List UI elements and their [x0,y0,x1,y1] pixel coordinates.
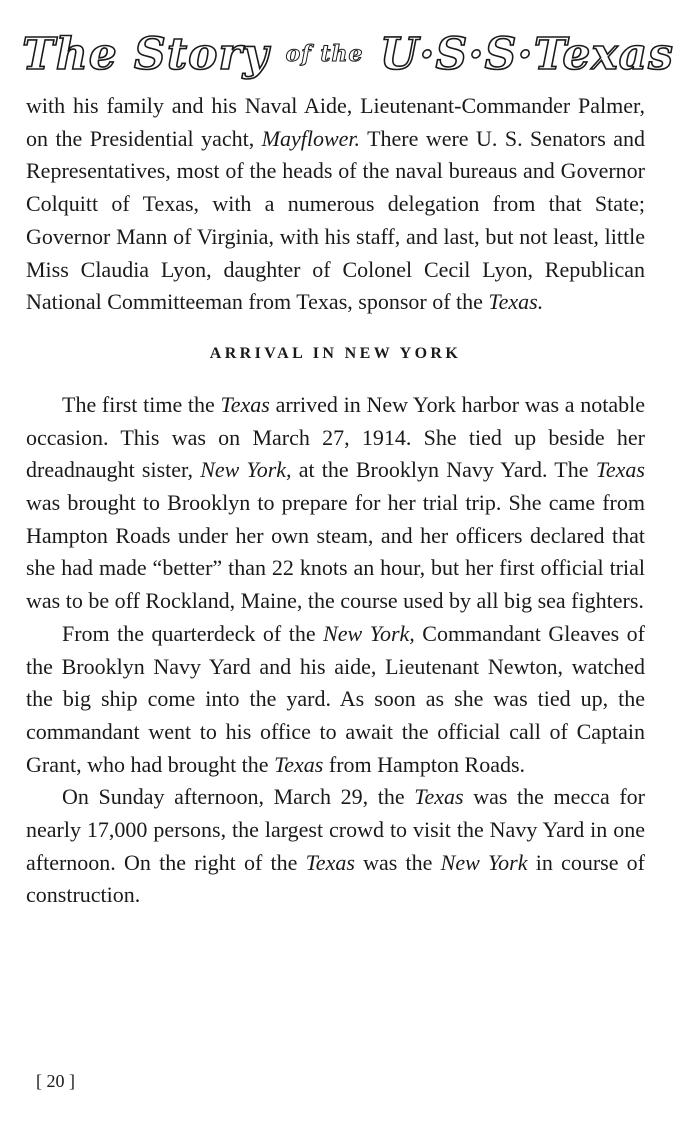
section-heading: ARRIVAL IN NEW YORK [209,344,462,362]
italic-text-run: Texas [220,391,270,417]
text-run: from Hampton Roads. [323,751,526,777]
italic-text-run: Texas. [488,289,544,315]
text-run: On Sunday afternoon, March 29, the [62,784,415,810]
text-run: There were U. S. Senators and Representatives, most of the heads of the naval bureaus and Governor Colquitt of Texas, with a numerous delegation from that State; Governor Mann of Virginia, with his staff, and last, but not least, little Miss Claudia Lyon, daughter of Colonel Cecil Lyon, Republican National Committeeman from Texas, sponsor of the [26,125,645,315]
page-number: [ 20 ] [36,1071,75,1091]
paragraph-arrival-3 [26,781,645,912]
text-run: arrived in New York harbor was a notable occasion. This was on March 27, 1914. She tied up beside her dreadnaught sister, [26,391,645,483]
text-run: From the quarterdeck of the [62,620,324,646]
header-title-part3: U·S·S·Texas [379,29,674,80]
italic-text-run: Texas [595,457,645,483]
italic-text-run: Texas [305,849,355,875]
text-run: The first time the [62,391,221,417]
text-run: with his family and his Naval Aide, Lieutenant-Commander Palmer, on the Presidential yacht, [26,93,645,151]
text-run: at the Brooklyn Navy Yard. The [291,457,596,483]
italic-text-run: Mayflower. [261,125,361,151]
paragraph-arrival-1 [26,389,645,618]
header-title-part2: of the [285,41,364,67]
text-run: was brought to Brooklyn to prepare for her trial trip. She came from Hampton Roads under her own steam, and her officers declared that she had made “better” than 22 knots an hour, but her first official trial was to be off Rockland, Maine, the course used by all big sea fighters. [26,490,645,614]
italic-text-run: New York, [200,457,292,483]
running-header-title [22,22,674,87]
italic-text-run: Texas [274,751,324,777]
body-text [26,90,645,912]
italic-text-run: New York, [323,620,415,646]
italic-text-run: New York [440,849,528,875]
text-run: was the [354,849,441,875]
italic-text-run: Texas [414,784,464,810]
text-run: Commandant Gleaves of the Brooklyn Navy Yard and his aide, Lieutenant Newton, watched the big ship come into the yard. As soon as she was tied up, the commandant went to his office to await the official call of Captain Grant, who had brought the [26,620,646,777]
text-run: was the mecca for nearly 17,000 persons, the largest crowd to visit the Navy Yard in one afternoon. On the right of the [26,784,645,875]
paragraph-continued [26,90,645,319]
running-header [22,22,674,86]
paragraph-arrival-2 [26,618,645,782]
header-title-part1: The Story [22,29,270,80]
text-run: in course of construction. [26,849,646,908]
